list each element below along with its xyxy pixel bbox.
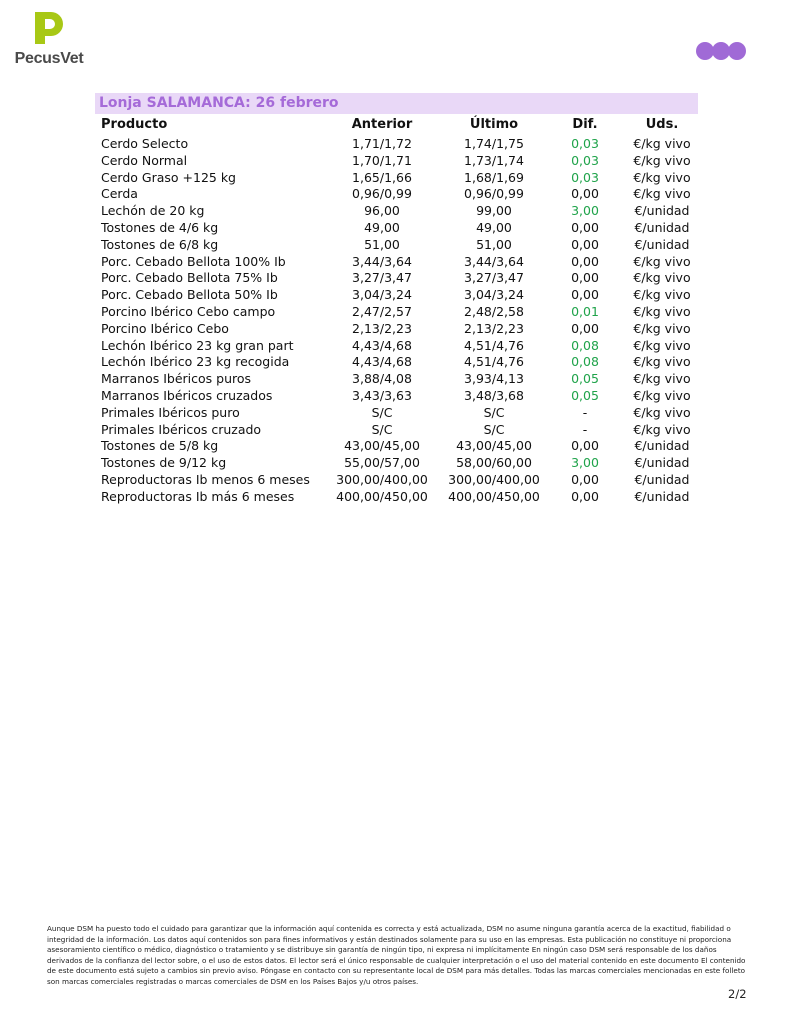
cell-dif: 0,03 [571,169,599,185]
cell-anterior: 0,96/0,99 [352,186,412,202]
cell-dif: 0,05 [571,371,599,387]
cell-producto: Reproductoras Ib más 6 meses [101,488,295,504]
table-row [95,237,704,254]
cell-producto: Cerdo Normal [101,152,188,168]
cell-anterior: 96,00 [364,203,400,219]
cell-producto: Lechón Ibérico 23 kg gran part [101,337,294,353]
cell-uds: €/kg vivo [633,186,691,202]
cell-anterior: 2,13/2,23 [352,320,412,336]
table-row [95,170,704,187]
cell-dif: 0,00 [571,488,599,504]
table-row [95,438,704,455]
table-row [95,321,704,338]
table-row [95,304,704,321]
cell-anterior: 2,47/2,57 [352,303,412,319]
pecusvet-logo-icon [29,10,67,44]
cell-producto: Tostones de 9/12 kg [101,455,227,471]
cell-uds: €/kg vivo [633,136,691,151]
cell-producto: Tostones de 4/6 kg [101,219,219,235]
column-header-dif: Dif. [572,117,598,132]
cell-ultimo: 300,00/400,00 [448,471,540,487]
cell-uds: €/unidad [634,471,690,487]
cell-uds: €/kg vivo [633,337,691,353]
cell-dif: 0,08 [571,354,599,370]
table-row [95,405,704,422]
cell-anterior: S/C [371,421,393,437]
cell-producto: Marranos Ibéricos puros [101,371,252,387]
column-header-producto: Producto [101,117,168,132]
cell-anterior: 1,65/1,66 [352,169,412,185]
cell-ultimo: 400,00/450,00 [448,488,540,504]
cell-producto: Tostones de 6/8 kg [101,236,219,252]
cell-uds: €/unidad [634,236,690,252]
cell-anterior: 400,00/450,00 [336,488,428,504]
table-row [95,186,704,203]
cell-anterior: 3,04/3,24 [352,287,412,303]
table-title: Lonja SALAMANCA: 26 febrero [95,93,698,114]
cell-dif: 0,00 [571,219,599,235]
cell-anterior: 49,00 [364,219,400,235]
cell-dif: - [582,404,588,420]
cell-dif: 0,00 [571,186,599,202]
pecusvet-logo [9,8,89,70]
cell-anterior: 51,00 [364,236,400,252]
cell-anterior: 3,88/4,08 [352,371,412,387]
cell-anterior: S/C [371,404,393,420]
table-row [95,472,704,489]
cell-dif: 0,01 [571,303,599,319]
cell-ultimo: 4,51/4,76 [464,354,524,370]
cell-ultimo: 99,00 [476,203,512,219]
cell-dif: 3,00 [571,203,599,219]
cell-producto: Reproductoras Ib menos 6 meses [101,471,310,487]
table-row [95,371,704,388]
cell-uds: €/unidad [634,219,690,235]
cell-dif: 0,00 [571,287,599,303]
table-row [95,220,704,237]
table-row [95,203,704,220]
cell-ultimo: 3,44/3,64 [464,253,524,269]
cell-ultimo: 2,48/2,58 [464,303,524,319]
cell-producto: Primales Ibéricos cruzado [101,421,262,437]
column-header-uds: Uds. [645,117,679,132]
cell-ultimo: S/C [483,404,505,420]
cell-dif: 0,00 [571,236,599,252]
cell-ultimo: 3,93/4,13 [464,371,524,387]
cell-anterior: 1,70/1,71 [352,152,412,168]
cell-anterior: 3,44/3,64 [352,253,412,269]
cell-uds: €/kg vivo [633,354,691,370]
cell-ultimo: 51,00 [476,236,512,252]
cell-dif: 0,00 [571,320,599,336]
table-row [95,354,704,371]
cell-uds: €/kg vivo [633,387,691,403]
cell-uds: €/kg vivo [633,270,691,286]
table-row [95,153,704,170]
cell-dif: 0,03 [571,136,599,151]
cell-dif: 0,00 [571,438,599,454]
cell-uds: €/unidad [634,438,690,454]
cell-ultimo: 3,48/3,68 [464,387,524,403]
table-row [95,136,704,153]
disclaimer-text: Aunque DSM ha puesto todo el cuidado para garantizar que la información aquí contenida es correcta y está actualizada, DSM no asume ninguna garantía acerca de la exactitud, fiabilidad o integridad de la información. Los datos aquí contenidos son para fines informativos y están destinados solamente para su uso en las empresas. Esta publicación no constituye ni proporciona asesoramiento científico o médico, diagnóstico o tratamiento y se distribuye sin garantía de ningún tipo, ni expresa ni implícitamente En ningún caso DSM será responsable de los daños derivados de la confianza del lector sobre, o el uso de estos datos. El lector será el único responsable de cualquier interpretación o el uso del material contenido en este documento El contenido de este documento está sujeto a cambios sin previo aviso. Póngase en contacto con su representante local de DSM para más detalles. Todas las marcas comerciales mencionadas en este folleto son marcas comerciales registradas o marcas comerciales de DSM en los Países Bajos y/u otros países. [47,924,746,986]
dot-icon [728,42,746,60]
table-header-row [95,114,704,136]
cell-producto: Porc. Cebado Bellota 50% Ib [101,287,278,303]
cell-uds: €/kg vivo [633,253,691,269]
table-row [95,254,704,271]
page-number: 2/2 [728,987,747,1001]
table-row [95,338,704,355]
column-header-anterior: Anterior [351,117,413,132]
table-row [95,422,704,439]
cell-ultimo: 1,74/1,75 [464,136,524,151]
cell-uds: €/kg vivo [633,287,691,303]
cell-producto: Porc. Cebado Bellota 100% Ib [101,253,286,269]
decorative-dots [696,42,746,60]
cell-uds: €/kg vivo [633,303,691,319]
cell-anterior: 4,43/4,68 [352,354,412,370]
cell-ultimo: 2,13/2,23 [464,320,524,336]
cell-uds: €/kg vivo [633,169,691,185]
cell-producto: Marranos Ibéricos cruzados [101,387,273,403]
cell-producto: Porcino Ibérico Cebo campo [101,303,276,319]
cell-ultimo: 1,68/1,69 [464,169,524,185]
cell-dif: 0,03 [571,152,599,168]
table-row [95,489,704,506]
price-table-section [95,93,698,506]
cell-uds: €/unidad [634,488,690,504]
cell-producto: Lechón de 20 kg [101,203,205,219]
cell-uds: €/kg vivo [633,371,691,387]
cell-ultimo: 3,04/3,24 [464,287,524,303]
cell-ultimo: 43,00/45,00 [456,438,532,454]
cell-anterior: 4,43/4,68 [352,337,412,353]
cell-anterior: 3,27/3,47 [352,270,412,286]
cell-anterior: 3,43/3,63 [352,387,412,403]
cell-producto: Cerdo Selecto [101,136,189,151]
cell-uds: €/kg vivo [633,404,691,420]
cell-uds: €/kg vivo [633,320,691,336]
cell-uds: €/unidad [634,203,690,219]
brand-name: PecusVet [14,50,84,67]
cell-producto: Cerdo Graso +125 kg [101,169,236,185]
table-body [95,136,704,506]
cell-producto: Porcino Ibérico Cebo [101,320,229,336]
cell-dif: 0,00 [571,471,599,487]
cell-dif: 0,05 [571,387,599,403]
cell-uds: €/unidad [634,455,690,471]
table-row [95,287,704,304]
cell-anterior: 43,00/45,00 [344,438,420,454]
table-row [95,455,704,472]
cell-ultimo: S/C [483,421,505,437]
cell-producto: Cerda [101,186,138,202]
cell-anterior: 1,71/1,72 [352,136,412,151]
cell-producto: Porc. Cebado Bellota 75% Ib [101,270,278,286]
cell-ultimo: 4,51/4,76 [464,337,524,353]
cell-dif: - [582,421,588,437]
table-row [95,388,704,405]
cell-producto: Tostones de 5/8 kg [101,438,219,454]
cell-uds: €/kg vivo [633,421,691,437]
cell-ultimo: 1,73/1,74 [464,152,524,168]
cell-anterior: 300,00/400,00 [336,471,428,487]
price-table [95,114,704,506]
table-row [95,270,704,287]
cell-uds: €/kg vivo [633,152,691,168]
cell-dif: 0,00 [571,253,599,269]
cell-producto: Lechón Ibérico 23 kg recogida [101,354,290,370]
cell-dif: 0,08 [571,337,599,353]
cell-ultimo: 3,27/3,47 [464,270,524,286]
cell-producto: Primales Ibéricos puro [101,404,240,420]
cell-ultimo: 0,96/0,99 [464,186,524,202]
cell-dif: 0,00 [571,270,599,286]
cell-ultimo: 58,00/60,00 [456,455,532,471]
column-header-ultimo: Último [469,117,519,132]
cell-anterior: 55,00/57,00 [344,455,420,471]
cell-ultimo: 49,00 [476,219,512,235]
cell-dif: 3,00 [571,455,599,471]
